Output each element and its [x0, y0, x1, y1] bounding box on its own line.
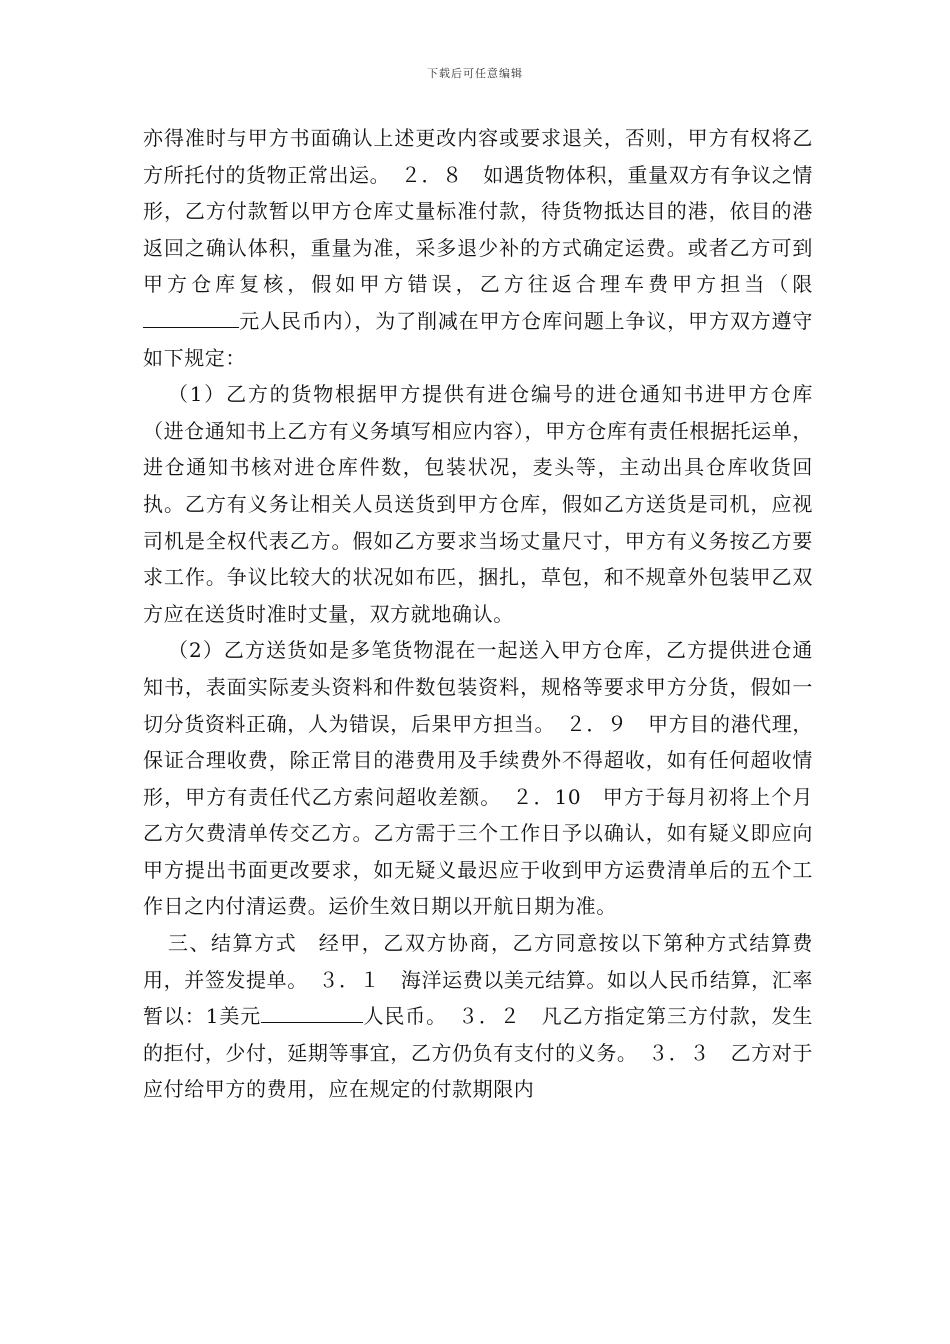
document-body: [143, 120, 813, 1108]
fill-in-blank-exchange-rate: [261, 1004, 363, 1023]
paragraph-text: 三、结算方式 经甲，乙双方协商，乙方同意按以下第种方式结算费用，并签发提单。 ３．１ 海洋运费以美元结算。如以人民币结算，汇率暂以：1美元: [143, 931, 813, 1029]
paragraph-shipping-terms: [143, 120, 813, 376]
page-header: 下载后可任意编辑: [427, 67, 523, 80]
paragraph-warehouse-rule-2: （2）乙方送货如是多笔货物混在一起送入甲方仓库，乙方提供进仓通知书，表面实际麦头资料和件数包装资料，规格等要求甲方分货，假如一切分货资料正确，人为错误，后果甲方担当。 ２．９ 甲方目的港代理，保证合理收费，除正常目的港费用及手续费外不得超收，如有任何超收情形，甲方有责任代乙方索问超收差额。 ２．10 甲方于每月初将上个月乙方欠费清单传交乙方。乙方需于三个工作日予以确认，如有疑义即应向甲方提出书面更改要求，如无疑义最迟应于收到甲方运费清单后的五个工作日之内付清运费。运价生效日期以开航日期为准。: [143, 638, 813, 919]
paragraph-warehouse-rule-1: （1）乙方的货物根据甲方提供有进仓编号的进仓通知书进甲方仓库（进仓通知书上乙方有义务填写相应内容），甲方仓库有责任根据托运单，进仓通知书核对进仓库件数，包装状况，麦头等，主动出具仓库收货回执。乙方有义务让相关人员送货到甲方仓库，假如乙方送货是司机，应视司机是全权代表乙方。假如乙方要求当场丈量尺寸，甲方有义务按乙方要求工作。争议比较大的状况如布匹，捆扎，草包，和不规章外包装甲乙双方应在送货时准时丈量，双方就地确认。: [143, 382, 813, 626]
fill-in-blank-amount: [143, 309, 239, 328]
paragraph-text: 亦得准时与甲方书面确认上述更改内容或要求退关，否则，甲方有权将乙方所托付的货物正常出运。 ２．８ 如遇货物体积，重量双方有争议之情形，乙方付款暂以甲方仓库丈量标准付款，待货物抵达目的港，依目的港返回之确认体积，重量为准，采多退少补的方式确定运费。或者乙方可到甲方仓库复核，假如甲方错误，乙方往返合理车费甲方担当（限: [143, 126, 813, 297]
paragraph-settlement: [143, 925, 813, 1108]
paragraph-text: 人民币。 ３．２ 凡乙方指定第三方付款，发生的拒付，少付，延期等事宜，乙方仍负有支付的义务。 ３．３ 乙方对于应付给甲方的费用，应在规定的付款期限内: [143, 1004, 813, 1102]
paragraph-text: 元人民币内），为了削减在甲方仓库问题上争议，甲方双方遵守如下规定：: [143, 308, 813, 370]
